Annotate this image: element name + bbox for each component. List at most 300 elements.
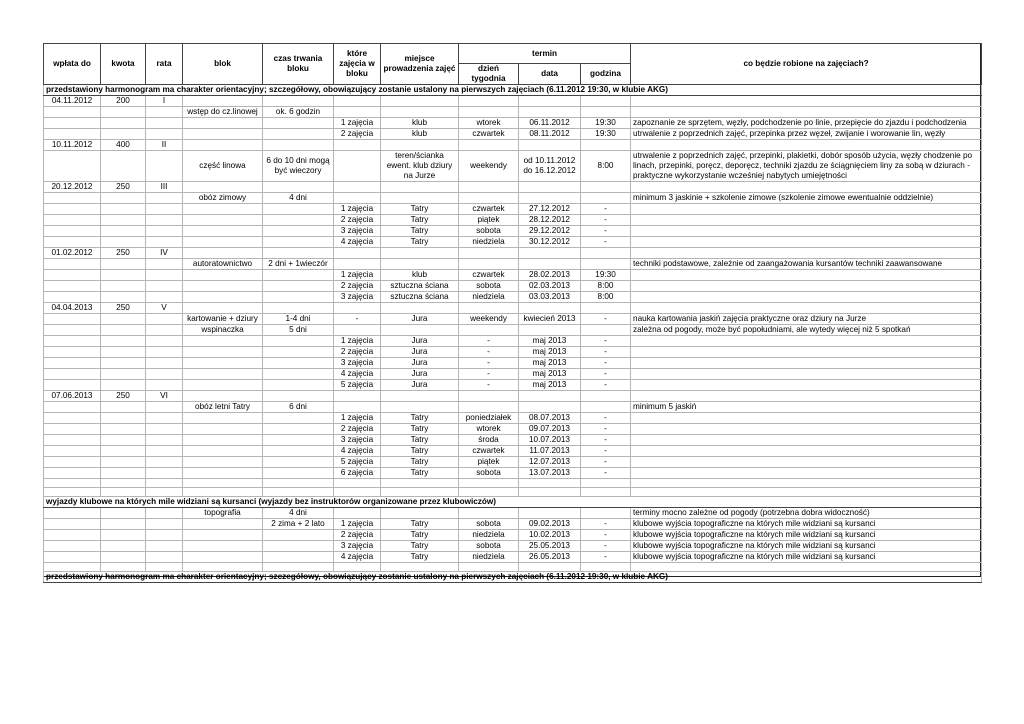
- cell-godzina: [581, 541, 631, 552]
- cell-wplata: [44, 541, 101, 552]
- cell-ktore-text: 3 zajęcia: [340, 541, 374, 550]
- cell-dzien: [459, 508, 519, 519]
- empty-cell: [519, 479, 581, 488]
- cell-rata: [146, 369, 183, 380]
- cell-data: [519, 413, 581, 424]
- table-row: [44, 226, 982, 237]
- cell-co: [631, 391, 982, 402]
- cell-dzien-text: -: [487, 358, 490, 367]
- cell-co-text: klubowe wyjścia topograficzne na których mile widziani są kursanci: [633, 552, 876, 561]
- cell-czas: [263, 391, 334, 402]
- cell-wplata: [44, 519, 101, 530]
- cell-ktore-text: 3 zajęcia: [340, 435, 374, 444]
- empty-cell: [334, 479, 381, 488]
- cell-miejsce: [381, 204, 459, 215]
- cell-godzina-text: 19:30: [595, 270, 616, 279]
- cell-dzien-text: sobota: [476, 468, 501, 477]
- cell-godzina: [581, 457, 631, 468]
- cell-miejsce: [381, 193, 459, 204]
- cell-godzina-text: 8:00: [597, 292, 614, 301]
- cell-blok: [183, 358, 263, 369]
- cell-miejsce: [381, 519, 459, 530]
- cell-co-text: nauka kartowania jaskiń zajęcia praktyczne oraz dziury na Jurze: [633, 314, 867, 323]
- cell-godzina: [581, 292, 631, 303]
- cell-kwota: [101, 325, 146, 336]
- cell-dzien-text: piątek: [477, 457, 500, 466]
- table-row: [44, 552, 982, 563]
- cell-kwota: [101, 215, 146, 226]
- cell-co-text: klubowe wyjścia topograficzne na których mile widziani są kursanci: [633, 530, 876, 539]
- empty-cell: [101, 488, 146, 497]
- cell-czas-text: 2 dni + 1wieczór: [268, 259, 328, 268]
- empty-cell: [581, 488, 631, 497]
- cell-rata: [146, 347, 183, 358]
- cell-ktore: [334, 204, 381, 215]
- table-row: [44, 193, 982, 204]
- cell-blok: [183, 248, 263, 259]
- cell-blok: [183, 107, 263, 118]
- cell-miejsce-text: Tatry: [410, 457, 429, 466]
- cell-ktore-text: 2 zajęcia: [340, 424, 374, 433]
- cell-rata: [146, 468, 183, 479]
- cell-data-text: 28.12.2012: [529, 215, 570, 224]
- cell-kwota: [101, 151, 146, 182]
- cell-ktore: [334, 325, 381, 336]
- cell-miejsce-text: Tatry: [410, 530, 429, 539]
- cell-data-text: 26.05.2013: [529, 552, 570, 561]
- cell-kwota: [101, 336, 146, 347]
- cell-godzina: [581, 325, 631, 336]
- cell-godzina: [581, 237, 631, 248]
- cell-godzina: [581, 215, 631, 226]
- cell-co: [631, 151, 982, 182]
- cell-kwota: [101, 314, 146, 325]
- cell-godzina: [581, 314, 631, 325]
- cell-ktore: [334, 457, 381, 468]
- cell-data: [519, 118, 581, 129]
- cell-dzien-text: -: [487, 347, 490, 356]
- cell-ktore: [334, 215, 381, 226]
- cell-miejsce: [381, 457, 459, 468]
- cell-rata: [146, 424, 183, 435]
- cell-dzien-text: sobota: [476, 281, 501, 290]
- cell-kwota: [101, 303, 146, 314]
- empty-cell: [183, 479, 263, 488]
- cell-dzien: [459, 129, 519, 140]
- cell-wplata: [44, 182, 101, 193]
- table-row: [44, 369, 982, 380]
- cell-miejsce-text: teren/ścianka ewent. klub dziury na Jurze: [386, 151, 453, 180]
- cell-blok: [183, 118, 263, 129]
- cell-ktore-text: 2 zajęcia: [340, 215, 374, 224]
- cell-dzien-text: weekendy: [470, 161, 507, 170]
- cell-blok: [183, 424, 263, 435]
- table-row: [44, 457, 982, 468]
- cell-rata: [146, 552, 183, 563]
- banner-mid: wyjazdy klubowe na których mile widziani są kursanci (wyjazdy bez instruktorów organizowane przez klubowiczów): [44, 497, 982, 508]
- empty-cell: [263, 488, 334, 497]
- cell-kwota: [101, 248, 146, 259]
- cell-data: [519, 151, 581, 182]
- table-row: [44, 468, 982, 479]
- empty-cell: [44, 488, 101, 497]
- cell-dzien-text: wtorek: [476, 118, 501, 127]
- cell-co: [631, 248, 982, 259]
- cell-kwota: [101, 530, 146, 541]
- cell-co: [631, 508, 982, 519]
- empty-cell: [101, 479, 146, 488]
- cell-czas: [263, 270, 334, 281]
- header-dzien: dzień tygodnia: [459, 64, 519, 85]
- cell-miejsce: [381, 413, 459, 424]
- cell-blok: [183, 303, 263, 314]
- cell-dzien: [459, 552, 519, 563]
- cell-data-text: maj 2013: [532, 380, 567, 389]
- cell-czas: [263, 336, 334, 347]
- empty-cell: [459, 488, 519, 497]
- cell-kwota: [101, 446, 146, 457]
- cell-godzina-text: -: [604, 435, 607, 444]
- cell-data: [519, 96, 581, 107]
- cell-data: [519, 541, 581, 552]
- cell-co: [631, 380, 982, 391]
- cell-godzina: [581, 182, 631, 193]
- cell-ktore: [334, 369, 381, 380]
- cell-wplata-text: 04.04.2013: [51, 303, 93, 312]
- cell-wplata: [44, 226, 101, 237]
- cell-miejsce: [381, 151, 459, 182]
- cell-data: [519, 193, 581, 204]
- table-body: [44, 85, 982, 583]
- cell-rata: [146, 259, 183, 270]
- cell-rata: [146, 435, 183, 446]
- cell-miejsce: [381, 347, 459, 358]
- cell-ktore-text: 1 zajęcia: [340, 519, 374, 528]
- cell-ktore: [334, 391, 381, 402]
- table-row: [44, 325, 982, 336]
- table-row: [44, 435, 982, 446]
- cell-dzien: [459, 530, 519, 541]
- cell-ktore: [334, 380, 381, 391]
- cell-co: [631, 413, 982, 424]
- table-row: [44, 96, 982, 107]
- cell-godzina: [581, 391, 631, 402]
- cell-kwota: [101, 259, 146, 270]
- cell-ktore: [334, 303, 381, 314]
- cell-dzien: [459, 303, 519, 314]
- cell-rata-text: VI: [160, 391, 168, 400]
- cell-blok: [183, 325, 263, 336]
- cell-miejsce: [381, 446, 459, 457]
- cell-wplata: [44, 446, 101, 457]
- cell-co: [631, 314, 982, 325]
- table-row: [44, 519, 982, 530]
- cell-dzien: [459, 259, 519, 270]
- cell-co: [631, 107, 982, 118]
- cell-blok-text: obóz letni Tatry: [195, 402, 250, 411]
- cell-kwota: [101, 292, 146, 303]
- cell-miejsce: [381, 325, 459, 336]
- cell-ktore: [334, 259, 381, 270]
- cell-ktore-text: 3 zajęcia: [340, 226, 374, 235]
- cell-wplata: [44, 508, 101, 519]
- table-row: [44, 413, 982, 424]
- cell-wplata: [44, 237, 101, 248]
- cell-rata: [146, 248, 183, 259]
- cell-co: [631, 457, 982, 468]
- cell-dzien: [459, 446, 519, 457]
- cell-dzien: [459, 248, 519, 259]
- cell-co: [631, 424, 982, 435]
- cell-ktore: [334, 358, 381, 369]
- empty-cell: [631, 563, 982, 572]
- cell-godzina-text: -: [604, 226, 607, 235]
- cell-rata: [146, 226, 183, 237]
- cell-kwota: [101, 541, 146, 552]
- empty-cell: [263, 479, 334, 488]
- cell-dzien: [459, 325, 519, 336]
- cell-data: [519, 380, 581, 391]
- cell-ktore-text: 2 zajęcia: [340, 281, 374, 290]
- cell-kwota: [101, 204, 146, 215]
- cell-data: [519, 336, 581, 347]
- cell-dzien: [459, 457, 519, 468]
- cell-godzina-text: -: [604, 541, 607, 550]
- cell-co: [631, 541, 982, 552]
- cell-czas: [263, 129, 334, 140]
- cell-blok: [183, 369, 263, 380]
- cell-czas: [263, 237, 334, 248]
- table-row: [44, 182, 982, 193]
- cell-co-text: klubowe wyjścia topograficzne na których mile widziani są kursanci: [633, 519, 876, 528]
- cell-co: [631, 281, 982, 292]
- cell-co: [631, 369, 982, 380]
- cell-wplata: [44, 347, 101, 358]
- cell-kwota: [101, 402, 146, 413]
- cell-rata: [146, 129, 183, 140]
- cell-miejsce-text: klub: [411, 270, 428, 279]
- cell-miejsce: [381, 215, 459, 226]
- table-row: [44, 140, 982, 151]
- cell-data-text: maj 2013: [532, 347, 567, 356]
- cell-miejsce: [381, 435, 459, 446]
- cell-wplata: [44, 457, 101, 468]
- cell-miejsce-text: sztuczna ściana: [390, 292, 449, 301]
- cell-dzien: [459, 270, 519, 281]
- empty-cell: [381, 488, 459, 497]
- cell-co: [631, 193, 982, 204]
- cell-co-text: klubowe wyjścia topograficzne na których mile widziani są kursanci: [633, 541, 876, 550]
- cell-godzina-text: 8:00: [597, 161, 614, 170]
- empty-cell: [581, 563, 631, 572]
- cell-ktore: [334, 193, 381, 204]
- cell-data: [519, 391, 581, 402]
- cell-miejsce-text: klub: [411, 118, 428, 127]
- cell-miejsce-text: Tatry: [410, 552, 429, 561]
- cell-ktore-text: 1 zajęcia: [340, 270, 374, 279]
- table-row: [44, 151, 982, 182]
- cell-miejsce: [381, 391, 459, 402]
- cell-dzien: [459, 182, 519, 193]
- cell-godzina-text: 19:30: [595, 118, 616, 127]
- cell-dzien-text: sobota: [476, 541, 501, 550]
- empty-cell: [146, 563, 183, 572]
- cell-rata: [146, 107, 183, 118]
- cell-rata: [146, 193, 183, 204]
- cell-ktore: [334, 151, 381, 182]
- cell-kwota-text: 250: [116, 303, 130, 312]
- cell-miejsce-text: klub: [411, 129, 428, 138]
- cell-godzina-text: -: [604, 424, 607, 433]
- cell-godzina: [581, 446, 631, 457]
- cell-blok: [183, 347, 263, 358]
- cell-miejsce-text: Tatry: [410, 435, 429, 444]
- cell-ktore: [334, 281, 381, 292]
- header-miejsce: miejsce prowadzenia zajęć: [381, 44, 459, 85]
- cell-data-text: kwiecień 2013: [523, 314, 576, 323]
- cell-data: [519, 446, 581, 457]
- cell-godzina: [581, 468, 631, 479]
- cell-dzien: [459, 226, 519, 237]
- cell-ktore-text: 3 zajęcia: [340, 358, 374, 367]
- cell-co: [631, 336, 982, 347]
- cell-wplata: [44, 107, 101, 118]
- cell-kwota: [101, 226, 146, 237]
- cell-data: [519, 347, 581, 358]
- cell-czas: [263, 259, 334, 270]
- cell-co: [631, 402, 982, 413]
- cell-ktore-text: 1 zajęcia: [340, 118, 374, 127]
- cell-co: [631, 292, 982, 303]
- cell-data: [519, 457, 581, 468]
- cell-ktore: [334, 468, 381, 479]
- cell-wplata: [44, 530, 101, 541]
- cell-kwota: [101, 358, 146, 369]
- cell-wplata: [44, 336, 101, 347]
- cell-czas-text: 4 dni: [289, 193, 307, 202]
- cell-czas-text: 6 dni: [289, 402, 307, 411]
- cell-data-text: 25.05.2013: [529, 541, 570, 550]
- cell-kwota: [101, 380, 146, 391]
- cell-rata: [146, 336, 183, 347]
- cell-dzien: [459, 281, 519, 292]
- cell-co-text: minimum 3 jaskinie + szkolenie zimowe (szkolenie zimowe ewentualnie oddzielnie): [633, 193, 934, 202]
- cell-data-text: od 10.11.2012 do 16.12.2012: [523, 156, 576, 175]
- table-row: [44, 292, 982, 303]
- table-row: [44, 303, 982, 314]
- cell-blok-text: wstęp do cz.linowej: [187, 107, 258, 116]
- cell-co: [631, 140, 982, 151]
- cell-blok-text: autoratownictwo: [192, 259, 253, 268]
- cell-kwota: [101, 435, 146, 446]
- cell-data: [519, 530, 581, 541]
- cell-godzina-text: -: [604, 468, 607, 477]
- table-row: [44, 358, 982, 369]
- cell-godzina-text: -: [604, 369, 607, 378]
- cell-dzien: [459, 237, 519, 248]
- empty-cell: [101, 563, 146, 572]
- cell-dzien-text: -: [487, 336, 490, 345]
- cell-data-text: 10.02.2013: [529, 530, 570, 539]
- cell-wplata: [44, 424, 101, 435]
- cell-godzina: [581, 248, 631, 259]
- cell-kwota: [101, 96, 146, 107]
- cell-blok: [183, 140, 263, 151]
- cell-godzina: [581, 424, 631, 435]
- cell-miejsce: [381, 314, 459, 325]
- cell-blok: [183, 215, 263, 226]
- cell-ktore: [334, 140, 381, 151]
- cell-godzina-text: -: [604, 446, 607, 455]
- cell-czas: [263, 281, 334, 292]
- cell-wplata-text: 07.06.2013: [51, 391, 93, 400]
- spacer-row: [44, 488, 982, 497]
- cell-co: [631, 358, 982, 369]
- cell-dzien: [459, 314, 519, 325]
- cell-miejsce-text: Jura: [411, 314, 428, 323]
- cell-blok-text: topografia: [204, 508, 241, 517]
- cell-wplata: [44, 151, 101, 182]
- cell-wplata: [44, 215, 101, 226]
- cell-rata: [146, 204, 183, 215]
- cell-czas-text: 1-4 dni: [285, 314, 311, 323]
- cell-wplata: [44, 248, 101, 259]
- empty-cell: [334, 563, 381, 572]
- cell-blok: [183, 435, 263, 446]
- cell-dzien-text: wtorek: [476, 424, 501, 433]
- cell-godzina-text: -: [604, 552, 607, 561]
- cell-godzina-text: -: [604, 519, 607, 528]
- empty-cell: [263, 563, 334, 572]
- cell-data-text: 09.07.2013: [529, 424, 570, 433]
- cell-miejsce-text: Tatry: [410, 204, 429, 213]
- header-co: co będzie robione na zajęciach?: [631, 44, 982, 85]
- cell-czas: [263, 541, 334, 552]
- empty-cell: [459, 479, 519, 488]
- cell-kwota: [101, 519, 146, 530]
- cell-wplata: [44, 413, 101, 424]
- cell-data-text: 08.07.2013: [529, 413, 570, 422]
- cell-rata-text: II: [161, 140, 167, 149]
- cell-blok: [183, 413, 263, 424]
- cell-godzina: [581, 380, 631, 391]
- cell-miejsce-text: Tatry: [410, 413, 429, 422]
- cell-ktore: [334, 519, 381, 530]
- cell-ktore: [334, 402, 381, 413]
- cell-wplata: [44, 281, 101, 292]
- empty-cell: [334, 488, 381, 497]
- table-row: [44, 347, 982, 358]
- cell-czas: [263, 193, 334, 204]
- cell-wplata: [44, 391, 101, 402]
- cell-dzien: [459, 118, 519, 129]
- cell-godzina: [581, 270, 631, 281]
- cell-kwota: [101, 237, 146, 248]
- cell-dzien: [459, 204, 519, 215]
- cell-ktore-text: 1 zajęcia: [340, 336, 374, 345]
- empty-cell: [519, 488, 581, 497]
- cell-wplata: [44, 369, 101, 380]
- cell-blok-text: część linowa: [199, 161, 246, 170]
- cell-miejsce-text: Tatry: [410, 446, 429, 455]
- cell-miejsce: [381, 303, 459, 314]
- cell-wplata: [44, 118, 101, 129]
- cell-miejsce: [381, 508, 459, 519]
- cell-rata: [146, 402, 183, 413]
- table-row: [44, 314, 982, 325]
- cell-godzina: [581, 129, 631, 140]
- cell-czas: [263, 204, 334, 215]
